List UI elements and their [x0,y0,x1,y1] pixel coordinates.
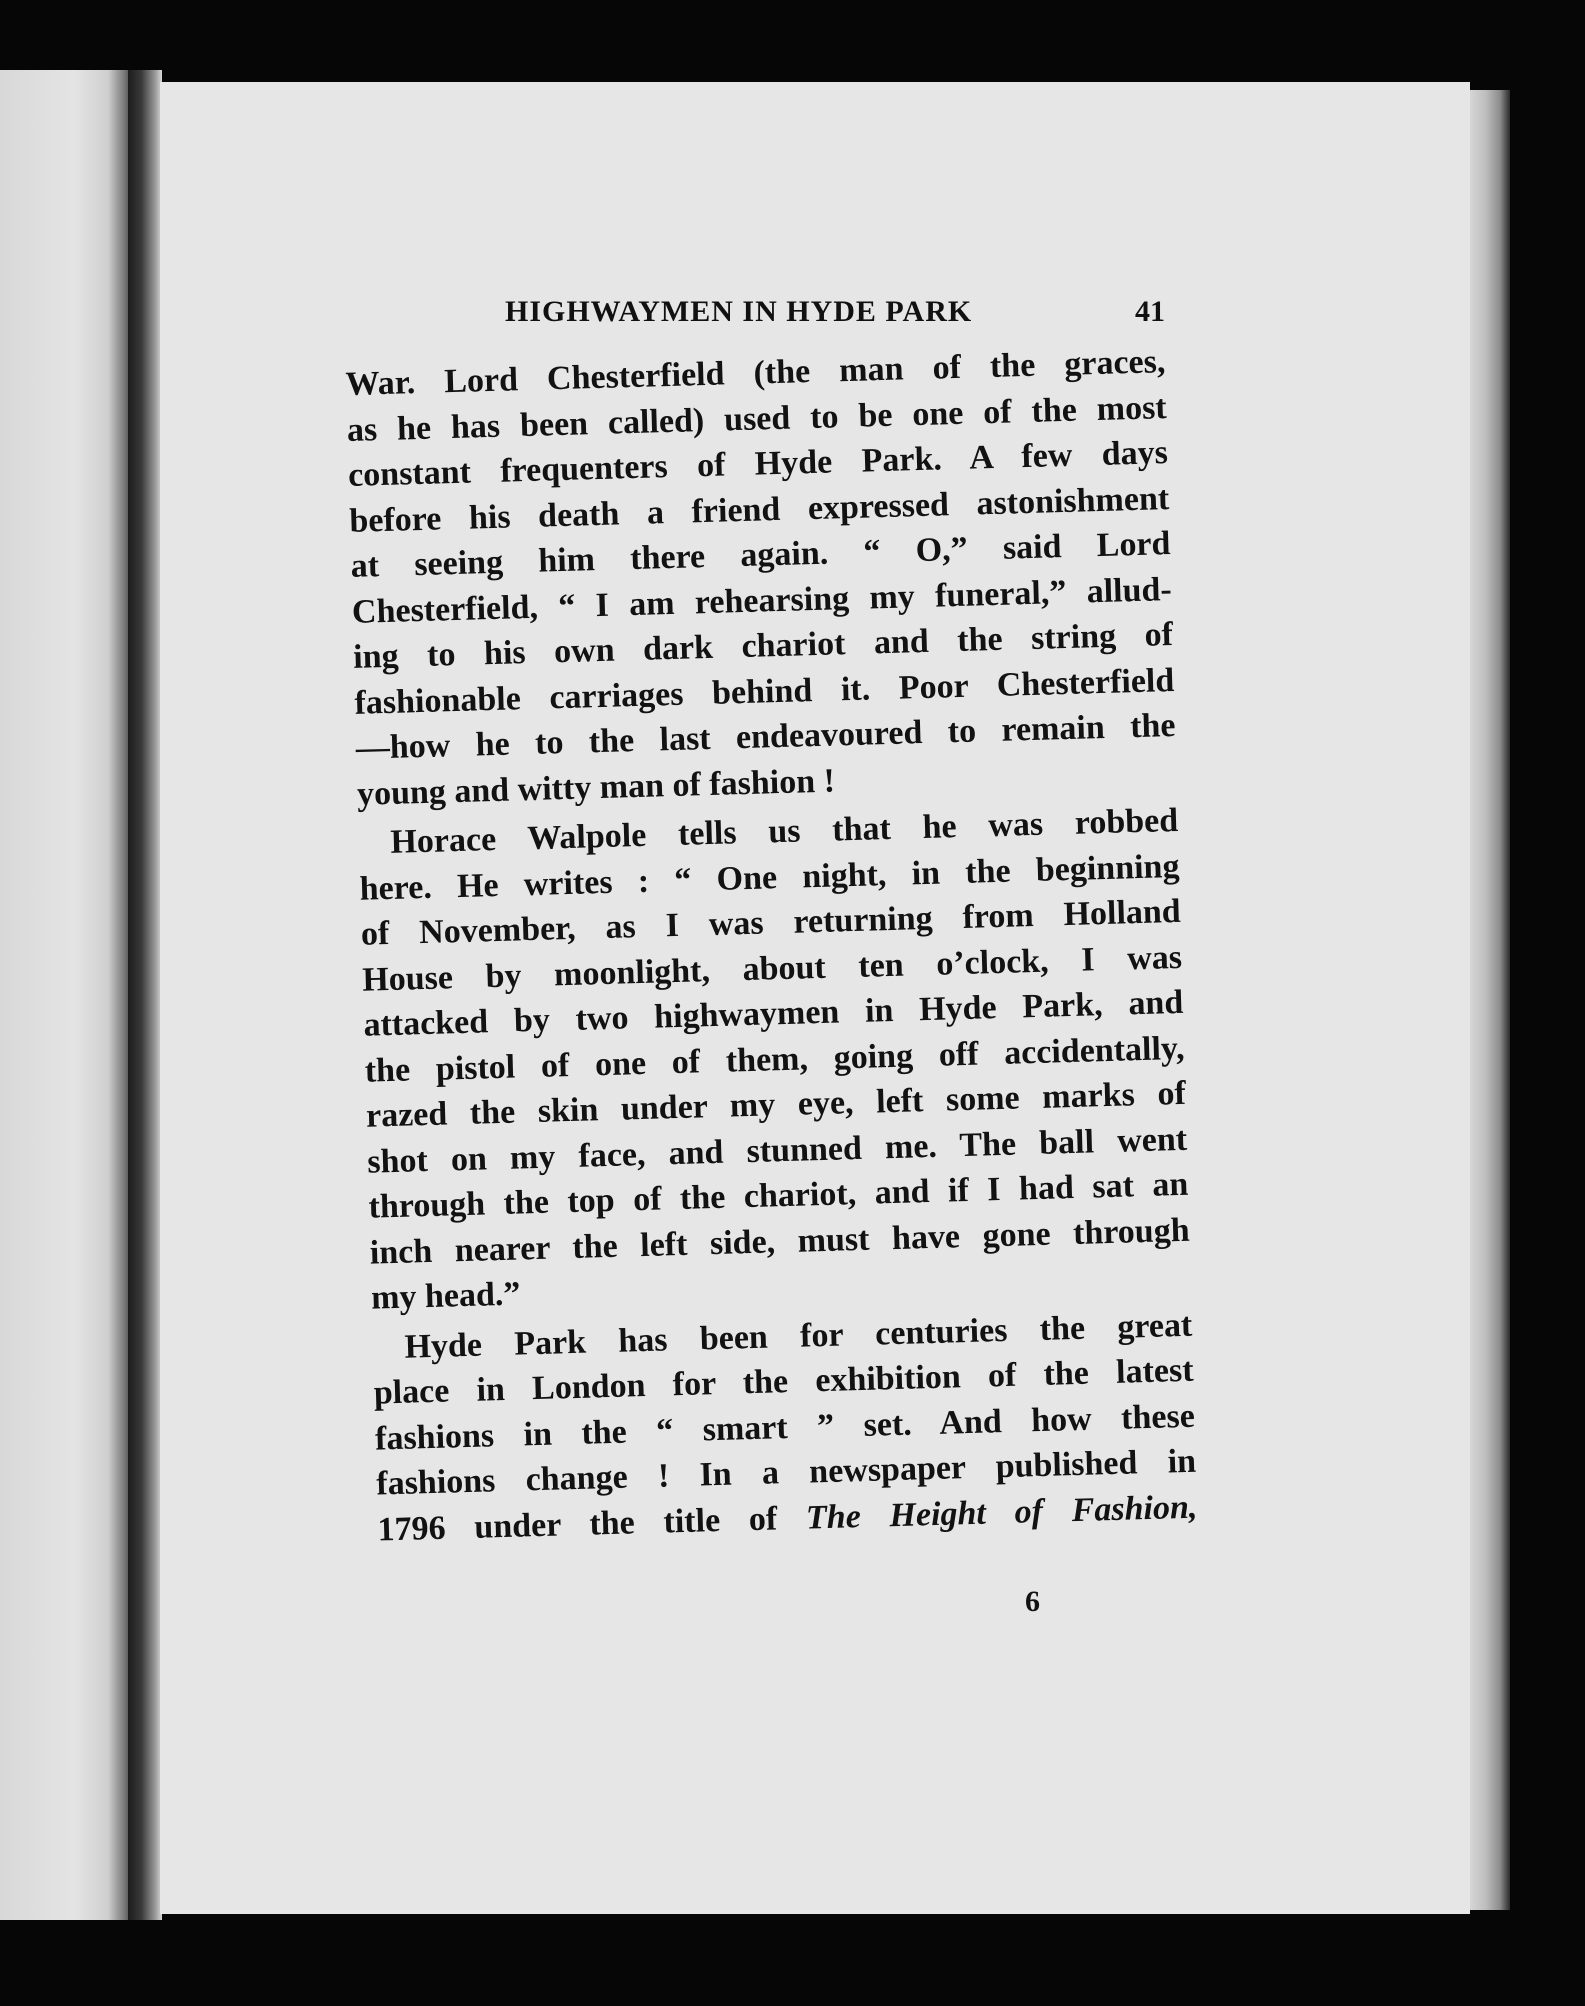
text-line: ing to his own dark chariot and the string of [352,615,1174,676]
text-line: attacked by two highwaymen in Hyde Park, and [363,983,1184,1044]
page-fore-edge [1470,90,1510,1910]
text-line: fashionable carriages behind it. Poor Chesterfield [354,661,1175,722]
text-line: Hyde Park has been for centuries the great [404,1306,1193,1366]
facing-page-edge [0,70,135,1920]
signature-mark: 6 [1025,1585,1040,1618]
final-line-lead: 1796 under the title of [377,1499,778,1549]
text-line: through the top of the chariot, and if I had sat an [368,1165,1189,1226]
text-line: as he has been called) used to be one of the most [346,388,1168,449]
text-line: at seeing him there again. “ O,” said Lord [350,525,1171,585]
text-line: inch nearer the left side, must have gone through [369,1211,1191,1272]
text-line: Chesterfield, “ I am rehearsing my funeral,” allud- [351,570,1173,631]
text-line: fashions change ! In a newspaper published in [375,1442,1197,1503]
text-line: War. Lord Chesterfield (the man of the graces, [345,343,1166,403]
text-line: —how he to the last endeavoured to remain the [355,706,1176,767]
text-line: constant frequenters of Hyde Park. A few days [347,434,1169,494]
text-line: of November, as I was returning from Holland [360,892,1182,953]
text-line: place in London for the exhibition of the latest [373,1351,1194,1412]
book-title-italic: The Height of Fashion, [805,1488,1198,1537]
text-line: shot on my face, and stunned me. The ball went [366,1120,1188,1181]
text-line: House by moonlight, about ten o’clock, I was [361,938,1183,999]
page-number: 41 [1135,295,1165,328]
text-line: my head.” [370,1275,521,1317]
text-line: before his death a friend expressed astonishment [348,479,1170,540]
running-title: HIGHWAYMEN IN HYDE PARK [505,295,973,328]
running-header [505,295,1165,345]
text-line: young and witty man of fashion ! [356,761,836,813]
text-line: here. He writes : “ One night, in the beginning [359,847,1180,908]
text-line: razed the skin under my eye, left some marks of [365,1074,1187,1135]
text-line: the pistol of one of them, going off accidentally, [364,1029,1185,1090]
page-body-text [345,339,1198,1552]
text-line: fashions in the “ smart ” set. And how these [374,1397,1196,1458]
book-gutter [128,70,162,1920]
text-line: Horace Walpole tells us that he was robbed [389,801,1179,861]
